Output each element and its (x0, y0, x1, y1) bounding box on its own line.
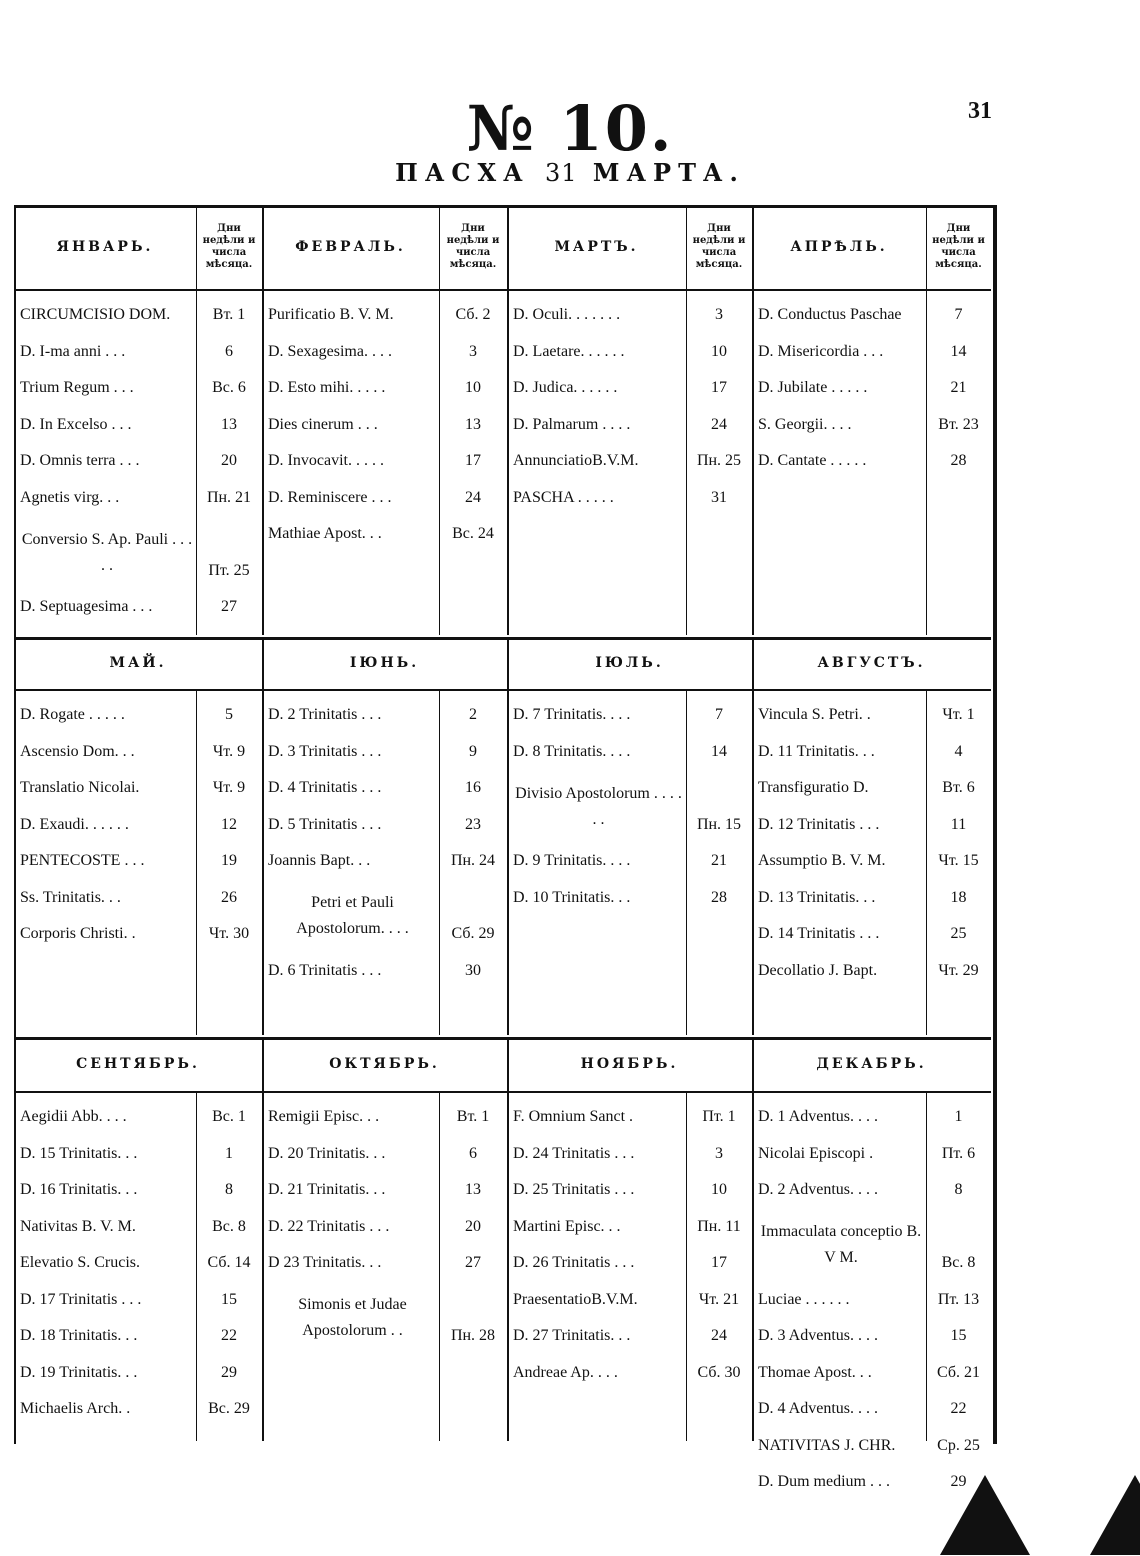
month-header: АПРѢЛЬ. (790, 239, 888, 255)
feast-date: Чт. 1 (942, 706, 975, 724)
feast-name: Corporis Christi. . (20, 925, 136, 943)
feast-date: Пн. 21 (206, 488, 252, 506)
feast-date: 20 (221, 452, 237, 470)
feast-name: D. 25 Trinitatis . . . (513, 1181, 635, 1199)
feast-name: D. 1 Adventus. . . . (758, 1108, 878, 1126)
feast-name: Ss. Trinitatis. . . (20, 888, 121, 906)
feast-date: 10 (465, 379, 481, 397)
feast-date: 24 (465, 488, 481, 506)
feast-name: Decollatio J. Bapt. (758, 961, 878, 979)
feast-name: D. 6 Trinitatis . . . (268, 961, 382, 979)
weekday-date-header: Дни недѣли и числа мѣсяца. (446, 223, 500, 270)
feast-name: D. 10 Trinitatis. . . (513, 888, 631, 906)
feast-date: Пт. 13 (937, 1290, 980, 1308)
feast-date: 3 (715, 1144, 723, 1162)
feast-name: D. Esto mihi. . . . . (268, 379, 386, 397)
section-3 (14, 1037, 991, 1491)
feast-name: D. 22 Trinitatis . . . (268, 1217, 390, 1235)
feast-date: Сб. 29 (451, 925, 495, 943)
month-header-row (14, 637, 991, 691)
feast-name: D. Oculi. . . . . . . (513, 306, 621, 324)
feast-date: 20 (465, 1217, 481, 1235)
month-header: НОЯБРЬ. (580, 1056, 679, 1072)
feast-name: D. Conductus Paschae (758, 306, 902, 324)
feast-name: Andreae Ap. . . . (513, 1363, 618, 1381)
feast-name: D. 8 Trinitatis. . . . (513, 742, 631, 760)
feast-date: 26 (221, 888, 237, 906)
feast-date: Пт. 1 (702, 1108, 736, 1126)
weekday-date-header: Дни недѣли и числа мѣсяца. (202, 223, 256, 270)
feast-date: 15 (221, 1290, 237, 1308)
feast-date: Пт. 25 (208, 561, 250, 579)
feast-date: Пт. 6 (941, 1144, 976, 1162)
feast-name: D. 2 Adventus. . . . (758, 1181, 878, 1199)
feast-date: Чт. 30 (208, 925, 250, 943)
feast-name: AnnunciatioB.V.M. (513, 452, 639, 470)
feast-name: Simonis et Judae Apostolorum . . (298, 1296, 407, 1339)
feast-date: 13 (465, 1181, 481, 1199)
feast-date: Пн. 25 (696, 452, 742, 470)
feast-name: Purificatio B. V. M. (268, 306, 394, 324)
feast-name: Dies cinerum . . . (268, 415, 378, 433)
month-header-row (14, 205, 991, 291)
feast-name: D. Exaudi. . . . . . (20, 815, 129, 833)
feast-date: 1 (954, 1108, 963, 1126)
feast-date: Пн. 28 (450, 1327, 496, 1345)
feast-date: 21 (950, 379, 967, 397)
month-header: ФЕВРАЛЬ. (295, 239, 406, 255)
feast-date: 5 (225, 706, 233, 724)
feast-date: 17 (465, 452, 481, 470)
feast-name: D. 20 Trinitatis. . . (268, 1144, 386, 1162)
feast-date: Вт. 23 (938, 415, 979, 433)
feast-date: 9 (469, 742, 477, 760)
feast-date: 31 (711, 488, 727, 506)
feast-date: 29 (950, 1473, 967, 1491)
page-title: № 10. (466, 92, 674, 165)
feast-name: Elevatio S. Crucis. (20, 1254, 140, 1272)
month-header: ІЮНЬ. (349, 655, 420, 671)
feast-date: 7 (715, 706, 723, 724)
feast-name: D. 9 Trinitatis. . . . (513, 852, 631, 870)
feast-name: D. Sexagesima. . . . (268, 342, 392, 360)
feast-name: Joannis Bapt. . . (268, 852, 371, 870)
feast-name: D. 14 Trinitatis . . . (758, 925, 880, 943)
feast-date: 13 (221, 415, 237, 433)
feast-date: Сб. 2 (455, 306, 491, 324)
feast-name: Mathiae Apost. . . (268, 525, 382, 543)
feast-date: 8 (225, 1181, 233, 1199)
feast-date: 27 (465, 1254, 481, 1272)
feast-date: 6 (225, 342, 233, 360)
feast-name: CIRCUMCISIO DOM. (20, 306, 171, 324)
feast-name: Nicolai Episcopi . (758, 1144, 874, 1162)
feast-date: 16 (465, 779, 481, 797)
feast-date: 23 (465, 815, 481, 833)
feast-date: 19 (221, 852, 237, 870)
feast-name: D. 3 Adventus. . . . (758, 1327, 878, 1345)
feast-name: D. Reminiscere . . . (268, 488, 392, 506)
feast-date: 8 (954, 1181, 963, 1199)
subtitle-date: 31 (545, 159, 578, 187)
feast-date: 11 (950, 815, 967, 833)
feast-name: D. 17 Trinitatis . . . (20, 1290, 142, 1308)
decorative-blob-left (940, 1475, 1030, 1555)
subtitle-word1: ПАСХА (395, 158, 530, 187)
feast-date: Пн. 24 (450, 852, 496, 870)
feast-date: 21 (711, 852, 727, 870)
feast-name: D. 12 Trinitatis . . . (758, 815, 880, 833)
feast-name: D. 24 Trinitatis . . . (513, 1144, 635, 1162)
feast-name: D. 13 Trinitatis. . . (758, 888, 876, 906)
feast-date: 4 (954, 742, 963, 760)
feast-date: 22 (221, 1327, 237, 1345)
feast-name: Ascensio Dom. . . (20, 742, 135, 760)
feast-date: 13 (465, 415, 481, 433)
month-header: МАРТЪ. (554, 239, 639, 255)
feast-date: Вт. 1 (212, 306, 246, 324)
feast-date: 1 (225, 1144, 233, 1162)
feast-name: Assumptio B. V. M. (758, 852, 886, 870)
feast-name: D. Rogate . . . . . (20, 706, 125, 724)
feast-name: D. I-ma anni . . . (20, 342, 126, 360)
feast-date: 3 (469, 342, 477, 360)
feast-name: Nativitas B. V. M. (20, 1217, 136, 1235)
feast-name: D. 15 Trinitatis. . . (20, 1144, 138, 1162)
feast-date: 28 (711, 888, 727, 906)
feast-name: D 23 Trinitatis. . . (268, 1254, 382, 1272)
feast-name: Luciae . . . . . . (758, 1290, 850, 1308)
feast-date: Вс. 24 (452, 525, 494, 543)
feast-date: 25 (950, 925, 967, 943)
feast-date: Вт. 6 (942, 779, 975, 797)
feast-name: D. Cantate . . . . . (758, 452, 867, 470)
feast-date: Вс. 8 (941, 1254, 976, 1272)
feast-date: Вс. 29 (208, 1400, 250, 1418)
feast-name: D. 16 Trinitatis. . . (20, 1181, 138, 1199)
feast-name: D. 26 Trinitatis . . . (513, 1254, 635, 1272)
feast-name: D. Palmarum . . . . (513, 415, 631, 433)
weekday-date-header: Дни недѣли и числа мѣсяца. (692, 223, 746, 270)
page-subtitle (0, 158, 1140, 187)
section-2 (14, 637, 991, 1035)
feast-name: Aegidii Abb. . . . (20, 1108, 127, 1126)
feast-name: D. 3 Trinitatis . . . (268, 742, 382, 760)
feast-name: Remigii Episc. . . (268, 1108, 380, 1126)
feast-name: Divisio Apostolorum . . . . . . (515, 784, 682, 828)
feast-name: D. 11 Trinitatis. . . (758, 742, 875, 760)
feast-name: PraesentatioB.V.M. (513, 1290, 638, 1308)
page-number: 31 (968, 98, 992, 124)
weekday-date-header: Дни недѣли и числа мѣсяца. (932, 223, 985, 270)
feast-date: 6 (469, 1144, 477, 1162)
feast-name: Agnetis virg. . . (20, 488, 120, 506)
feast-name: S. Georgii. . . . (758, 415, 852, 433)
feast-name: D. 4 Trinitatis . . . (268, 779, 382, 797)
feast-date: Сб. 21 (936, 1363, 980, 1381)
feast-date: 28 (950, 452, 967, 470)
subtitle-word2: МАРТА. (592, 158, 745, 187)
feast-date: Сб. 14 (207, 1254, 251, 1272)
feast-name: D. 19 Trinitatis. . . (20, 1363, 138, 1381)
feast-name: PENTECOSTE . . . (20, 852, 145, 870)
feast-date: Пн. 15 (696, 815, 742, 833)
feast-date: 24 (711, 1327, 727, 1345)
feast-date: Пн. 11 (697, 1217, 741, 1235)
feast-date: Вс. 1 (212, 1108, 246, 1126)
feast-name: D. Misericordia . . . (758, 342, 884, 360)
feast-name: Translatio Nicolai. (20, 779, 140, 797)
feast-name: F. Omnium Sanct . (513, 1108, 634, 1126)
feast-name: PASCHA . . . . . (513, 488, 614, 506)
month-header: СЕНТЯБРЬ. (76, 1056, 200, 1072)
feast-name: D. Jubilate . . . . . (758, 379, 868, 397)
feast-date: Чт. 29 (938, 961, 979, 979)
feast-name: Petri et Pauli Apostolorum. . . . (296, 894, 409, 937)
feast-date: 14 (711, 742, 727, 760)
feast-name: Conversio S. Ap. Pauli . . . . . (21, 530, 193, 574)
feast-name: D. 2 Trinitatis . . . (268, 706, 382, 724)
feast-name: Thomae Apost. . . (758, 1363, 872, 1381)
feast-name: D. 18 Trinitatis. . . (20, 1327, 138, 1345)
feast-date: 10 (711, 1181, 727, 1199)
feast-name: D. Laetare. . . . . . (513, 342, 625, 360)
month-header: ЯНВАРЬ. (56, 239, 154, 255)
feast-name: D. 27 Trinitatis. . . (513, 1327, 631, 1345)
feast-name: D. Judica. . . . . . (513, 379, 618, 397)
feast-date: 10 (711, 342, 727, 360)
feast-name: D. Omnis terra . . . (20, 452, 140, 470)
month-header: МАЙ. (109, 655, 167, 671)
feast-date: 22 (950, 1400, 967, 1418)
feast-name: D. 7 Trinitatis. . . . (513, 706, 631, 724)
feast-date: Вс. 8 (212, 1217, 246, 1235)
feast-date: 29 (221, 1363, 237, 1381)
month-header: ОКТЯБРЬ. (329, 1056, 440, 1072)
feast-name: D. 21 Trinitatis. . . (268, 1181, 386, 1199)
month-header-row (14, 1037, 991, 1093)
feast-date: 3 (715, 306, 723, 324)
feast-name: Michaelis Arch. . (20, 1400, 131, 1418)
feast-name: Transfiguratio D. (758, 779, 869, 797)
feast-date: 14 (950, 342, 967, 360)
feast-name: Immaculata conceptio B. V M. (760, 1223, 922, 1266)
feast-date: 17 (711, 379, 727, 397)
feast-date: 12 (221, 815, 237, 833)
feast-date: Чт. 9 (212, 742, 246, 760)
feast-date: 30 (465, 961, 481, 979)
feast-date: 15 (950, 1327, 967, 1345)
feast-date: Чт. 21 (698, 1290, 740, 1308)
feast-date: Чт. 15 (938, 852, 979, 870)
feast-date: 27 (221, 598, 237, 616)
feast-name: D. In Excelso . . . (20, 415, 132, 433)
feast-date: Чт. 9 (212, 779, 246, 797)
feast-date: Вт. 1 (456, 1108, 490, 1126)
month-header: АВГУСТЪ. (817, 655, 926, 671)
feast-name: D. Septuagesima . . . (20, 598, 153, 616)
feast-name: Trium Regum . . . (20, 379, 134, 397)
feast-date: 18 (950, 888, 967, 906)
feast-name: D. Dum medium . . . (758, 1473, 890, 1491)
month-header: ІЮЛЬ. (595, 655, 664, 671)
feast-date: 2 (469, 706, 477, 724)
feast-name: D. 4 Adventus. . . . (758, 1400, 878, 1418)
month-header: ДЕКАБРЬ. (816, 1056, 927, 1072)
decorative-blob-right (1090, 1475, 1140, 1555)
feast-date: 24 (711, 415, 727, 433)
section-1 (14, 205, 991, 635)
feast-name: Martini Episc. . . (513, 1217, 621, 1235)
feast-name: Vincula S. Petri. . (758, 706, 871, 724)
feast-date: 7 (954, 306, 963, 324)
feast-name: D. Invocavit. . . . . (268, 452, 384, 470)
feast-date: Сб. 30 (697, 1363, 741, 1381)
feast-date: Ср. 25 (937, 1436, 980, 1454)
feast-name: D. 5 Trinitatis . . . (268, 815, 382, 833)
feast-date: Вс. 6 (212, 379, 246, 397)
feast-date: 17 (711, 1254, 727, 1272)
feast-name: NATIVITAS J. CHR. (758, 1436, 896, 1454)
